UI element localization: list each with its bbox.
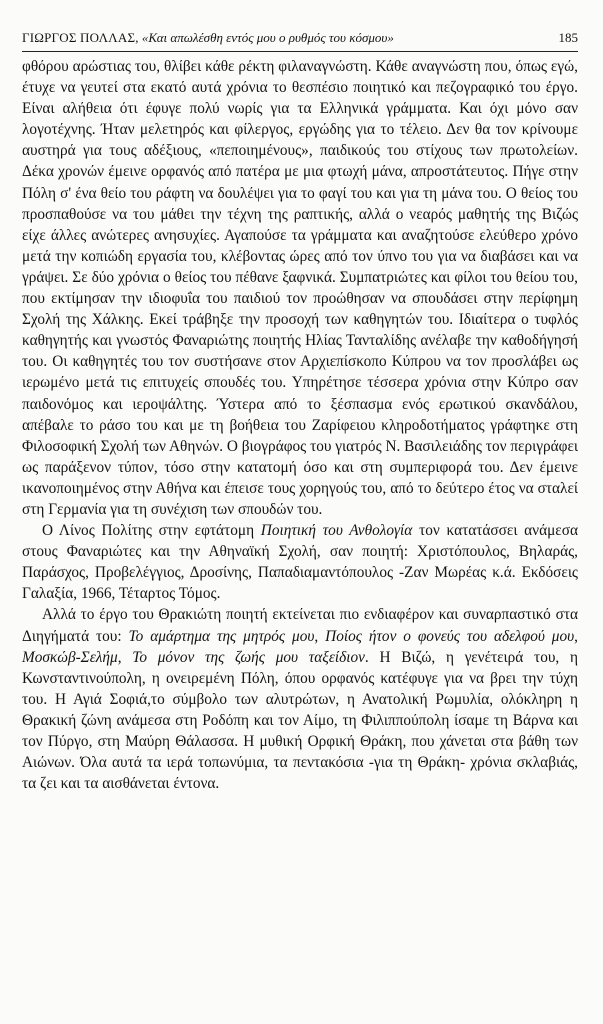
italic-title: Το μόνον της ζωής μου ταξείδιον bbox=[132, 648, 365, 666]
text-run: . Η Βιζώ, η γενέτειρά του, η Κωνσταντινούπολη, η ονειρεμένη Πόλη, όπου ορφανός κατέφυγε για να βρει την τύχη του. Η Αγιά Σοφιά,το σύμβολο των αλυτρώτων, η Ανατολική Ρωμυλία, ολόκληρη η Θρακική ζώνη ανάμεσα στη Ροδόπη και τον Αίμο, τη Φιλιππούπολη ίσαμε τη Βάρνα και τον Πύργο, στη Μαύρη Θάλασσα. Η μυθική Ορφική Θράκη, που χάνεται στα βάθη των Αιώνων. Όλα αυτά τα ιερά τοπωνύμια, τα πεντακόσια -για τη Θράκη- χρόνια σκλαβιάς, τα ζει και τα αισθάνεται έντονα. bbox=[22, 648, 578, 793]
header-author: ΓΙΩΡΓΟΣ ΠΟΛΛΑΣ, bbox=[22, 30, 139, 45]
text-run: Ο Λίνος Πολίτης στην εφτάτομη bbox=[42, 522, 261, 540]
italic-title: Το αμάρτημα της μητρός μου bbox=[128, 627, 315, 645]
italic-title: Ποίος ήτον ο φονεύς του αδελφού μου bbox=[325, 627, 575, 645]
book-page bbox=[22, 30, 578, 794]
text-run: , bbox=[117, 648, 133, 666]
text-run: , bbox=[314, 627, 326, 645]
running-header bbox=[22, 30, 578, 52]
header-text bbox=[22, 30, 394, 46]
text-run: τον κατατάσσει ανάμεσα στους Φαναριώτες και την Αθηναϊκή Σχολή, σαν ποιητή: Χριστόπουλος, Βηλαράς, Παράσχος, Προβελέγγιος, Δροσίνης, Παπαδιαμαντόπουλος -Ζαν Μωρέας κ.ά. Εκδόσεις Γαλαξία, 1966, Τέταρτος Τόμος. bbox=[22, 522, 578, 603]
paragraph bbox=[22, 604, 578, 794]
text-run: φθόρου αρώστιας του, θλίβει κάθε ρέκτη φιλαναγνώστη. Κάθε αναγνώστη που, όπως εγώ, έτυχε να γευτεί στα εκατό αυτά χρόνια το θεσπέσιο ποιητικό και πεζογραφικό του έργο. Είναι αλήθεια ότι έφυγε πολύ νωρίς για τα Ελληνικά γράμματα. Και όχι μόνο σαν λογοτέχνης. Ήταν μελετηρός και φίλεργος, εργώδης για το τέλειο. Δεν θα τον κρίνουμε αυστηρά για τους αδέξιους, «πεποιημένους», παιδικούς του στίχους των πρωτολείων. Δέκα χρονών έμεινε ορφανός από πατέρα με μια φτωχή μάνα, απροστάτευτος. Πήγε στην Πόλη σ' ένα θείο του ράφτη να δουλέψει για το φαγί του και για τη μάνα του. Ο θείος του προσπαθούσε να του μάθει την τέχνη της ραπτικής, αλλά ο νεαρός μαθητής της Βιζώς είχε άλλες ανώτερες ανησυχίες. Αγαπούσε τα γράμματα και αναζητούσε ελεύθερο χρόνο μετά την κοπιώδη εργασία του, κλέβοντας ώρες από τον ύπνο του για να διαβάσει και να γράψει. Σε δύο χρόνια ο θείος του πέθανε ξαφνικά. Συμπατριώτες και φίλοι του θείου του, που εκτίμησαν την ιδιοφυΐα του παιδιού τον προώθησαν να σπουδάσει στην περίφημη Σχολή της Χάλκης. Εκεί τράβηξε την προσοχή των καθηγητών του. Ιδιαίτερα ο τυφλός καθηγητής και γνωστός Φαναριώτης ποιητής Ηλίας Τανταλίδης ανέλαβε την καθοδήγησή του. Οι καθηγητές του τον συστήσανε στον Αρχιεπίσκοπο Κύπρου να τον προσλάβει ως ιερωμένο μετά τις επιτυχείς σπουδές του. Υπηρέτησε τέσσερα χρόνια στην Κύπρο σαν παιδονόμος και ιεροψάλτης. Ύστερα από το ξέσπασμα ενός ερωτικού σκανδάλου, απέβαλε το ράσο του και με τη βοήθεια του Ζαρίφειου κληροδοτήματος γράφτηκε στη Φιλοσοφική Σχολή των Αθηνών. Ο βιογράφος του γιατρός Ν. Βασιλειάδης τον περιγράφει ως παράξενον τύπον, τόσο στην κατατομή όσο και στη συμπεριφορά του. Δεν έμεινε ικανοποιημένος στην Αθήνα και έπεισε τους χορηγούς του, από το δεύτερο έτος να σταλεί στη Γερμανία για τη συνέχιση των σπουδών του. bbox=[22, 58, 578, 518]
paragraph bbox=[22, 520, 578, 604]
text-run: Αλλά το έργο του Θρακιώτη ποιητή εκτείνεται πιο ενδιαφέρον και συναρπαστικό στα Διηγήματά του: bbox=[22, 606, 578, 645]
header-title: «Και απωλέσθη εντός μου ο ρυθμός του κόσμου» bbox=[141, 30, 394, 45]
body-text bbox=[22, 56, 578, 794]
paragraph bbox=[22, 56, 578, 520]
italic-title: Ποιητική του Ανθολογία bbox=[260, 522, 413, 540]
italic-title: Μοσκώβ-Σελήμ bbox=[22, 648, 118, 666]
text-run: , bbox=[574, 627, 578, 645]
page-number: 185 bbox=[558, 30, 578, 45]
